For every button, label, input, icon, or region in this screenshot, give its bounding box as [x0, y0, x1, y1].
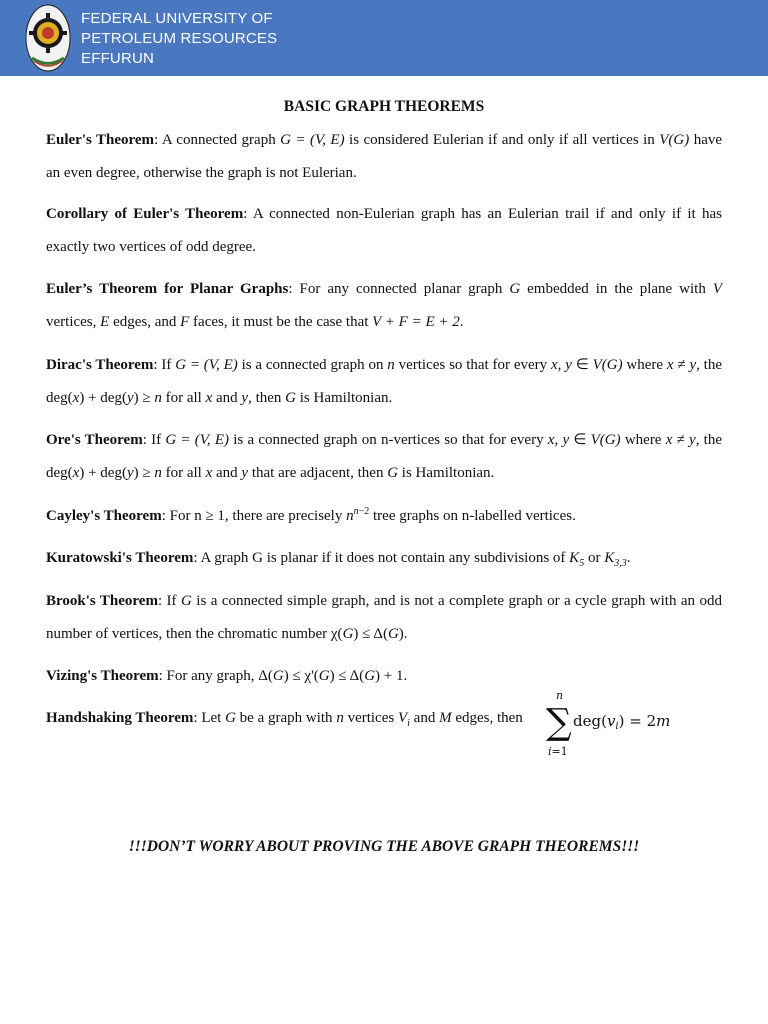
svg-text:∑: ∑	[546, 702, 572, 743]
euler-theorem: Euler's Theorem: A connected graph G = (V, E) is considered Eulerian if and only if all vertices in V(G) have an even degree, otherwise the graph is not Eulerian.	[46, 132, 723, 181]
theorem-name: Brook's Theorem	[46, 593, 158, 609]
cayley-theorem: Cayley's Theorem: For n ≥ 1, there are precisely $n^{n-2}$ tree graphs on n-labelled vertices.	[46, 506, 576, 524]
euler-planar-theorem: Euler’s Theorem for Planar Graphs: For any connected planar graph G embedded in the plane with V vertices, E edges, and F faces, it must be the case that V + F = E + 2.	[46, 281, 722, 330]
institution-name	[81, 9, 277, 69]
kuratowski-theorem: Kuratowski's Theorem: A graph G is planar if it does not contain any subdivisions of $K_5$ or $K_{3,3}$.	[46, 550, 631, 569]
handshaking-theorem: Handshaking Theorem: Let G be a graph with n vertices $V_i$ and M edges, then	[46, 710, 523, 729]
handshaking-formula	[546, 688, 686, 758]
theorem-name: Cayley's Theorem	[46, 508, 162, 524]
svg-text:deg(vi) = 2m: $deg(v_i) = 2m$	[573, 712, 671, 732]
svg-text:n: n	[556, 689, 564, 702]
theorem-name: Handshaking Theorem	[46, 710, 194, 726]
ore-theorem: Ore's Theorem: If G = (V, E) is a connected graph on n-vertices so that for every x, y ∈ V(G) where x ≠ y, the deg(x) + deg(y) ≥ n for all x and y that are adjacent, then G is Hamiltonian.	[46, 432, 722, 481]
theorem-name: Euler’s Theorem for Planar Graphs	[46, 281, 289, 297]
theorem-name: Ore's Theorem	[46, 432, 143, 448]
university-logo-icon	[24, 3, 72, 73]
vizing-theorem: Vizing's Theorem: For any graph, Δ(G) ≤ χ'(G) ≤ Δ(G) + 1.	[46, 668, 408, 684]
theorem-name: Kuratowski's Theorem	[46, 550, 194, 566]
footer-note: !!!DON’T WORRY ABOUT PROVING THE ABOVE GRAPH THEOREMS!!!	[128, 838, 640, 855]
institution-line-2: PETROLEUM RESOURCES	[81, 30, 278, 47]
institution-line-1: FEDERAL UNIVERSITY OF	[81, 10, 273, 27]
theorem-text: : A connected non-Eulerian graph has an Eulerian trail if and only if it has exactly two vertices of odd degree.	[46, 206, 722, 255]
institution-line-3: EFFURUN	[81, 50, 155, 67]
theorem-name: Vizing's Theorem	[46, 668, 159, 684]
svg-text:i=1: i=1	[548, 745, 568, 758]
page-title: BASIC GRAPH THEOREMS	[283, 98, 485, 115]
header-banner	[0, 0, 768, 76]
theorem-name: Corollary of Euler's Theorem	[46, 206, 244, 222]
corollary-euler-theorem	[46, 198, 722, 264]
theorem-name: Dirac's Theorem	[46, 357, 154, 373]
dirac-theorem: Dirac's Theorem: If G = (V, E) is a connected graph on n vertices so that for every x, y ∈ V(G) where x ≠ y, the deg(x) + deg(y) ≥ n for all x and y, then G is Hamiltonian.	[46, 357, 723, 406]
brook-theorem: Brook's Theorem: If G is a connected simple graph, and is not a complete graph or a cycle graph with an odd number of vertices, then the chromatic number χ(G) ≤ Δ(G).	[46, 593, 722, 642]
theorem-name: Euler's Theorem	[46, 132, 155, 148]
